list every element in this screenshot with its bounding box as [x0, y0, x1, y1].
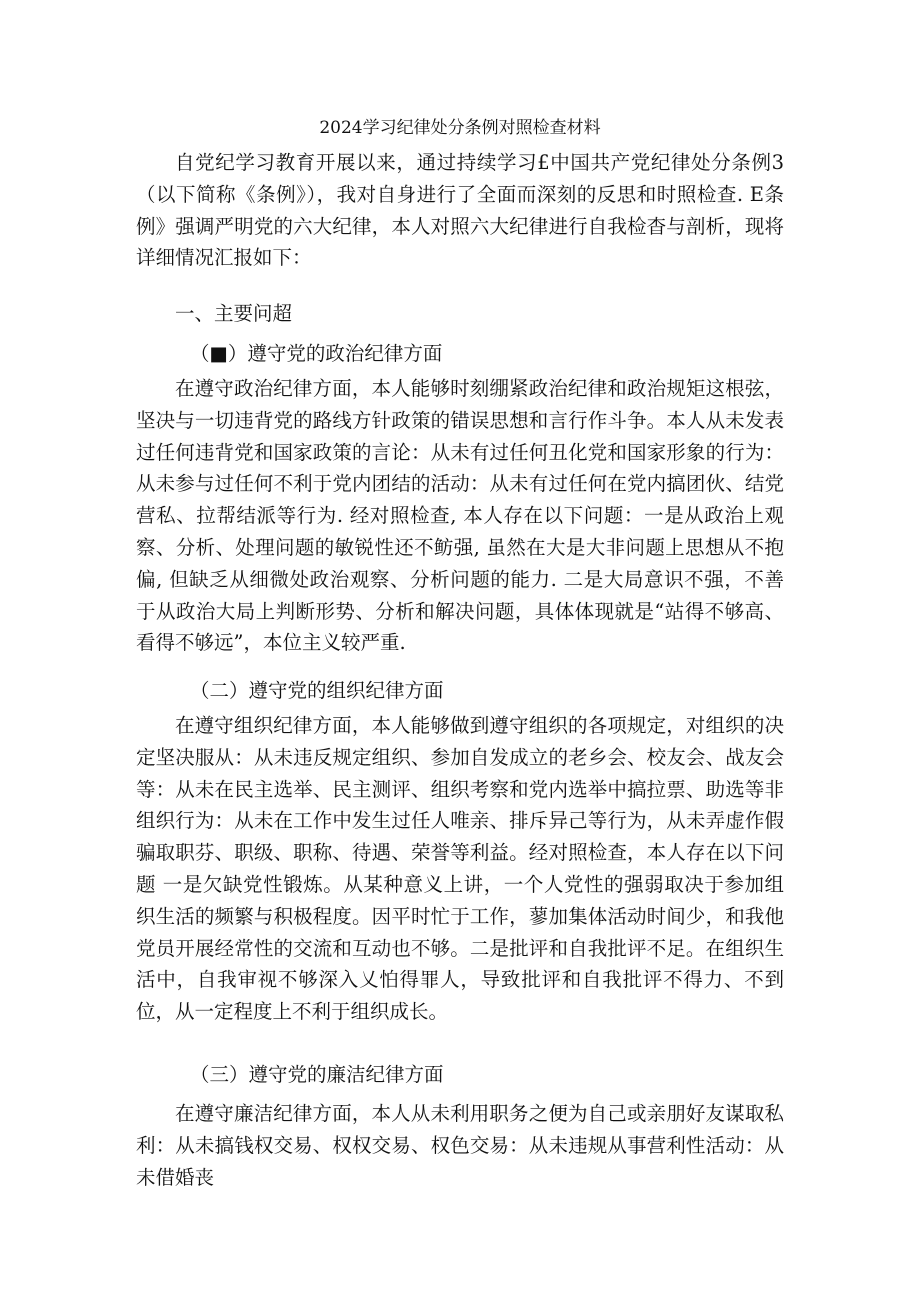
section-body-integrity-discipline: 在遵守廉洁纪律方面，本人从未利用职务之便为自己或亲朋好友谋取私利：从未搞钱权交易、权权交易、权色交易：从未违规从事营利性活动：从未借婚丧 [136, 1102, 784, 1189]
section-heading-political-discipline: （■）遵守党的政治纪律方面 [190, 342, 443, 365]
section-heading-organizational-discipline: （二）遵守党的组织纪律方面 [190, 679, 444, 702]
main-problems-heading: 一、主要问超 [175, 302, 293, 325]
section-heading-integrity-discipline: （三）遵守党的廉洁纪律方面 [190, 1063, 444, 1086]
document-title: 2024学习纪律处分条例对照检查材料 [319, 118, 601, 138]
intro-paragraph: 自党纪学习教育开展以来，通过持续学习£中国共产党纪律处分条例3（以下简称《条例》），我对自身进行了全面而深刻的反思和时照检查. E条例》强调严明党的六大纪律，本人对照六大纪律进行自我检杳与剖析，现将详细情况汇报如下： [136, 151, 784, 270]
section-body-organizational-discipline: 在遵守组织纪律方面，本人能够做到遵守组织的各项规定，对组织的决定坚决服从：从未违反规定组织、参加自发成立的老乡会、校友会、战友会等：从未在民主选举、民主测评、组织考察和党内选举中搞拉票、助选等非组织行为：从未在工作中发生过任人唯亲、排斥异己等行为，从未弄虚作假骗取职芬、职级、职称、待遇、荣誉等利益。经对照检查，本人存在以下问题 一是欠缺党性锻炼。从某种意义上讲，一个人党性的强弱取决于参加组织生活的频繁与积极程度。因平时忙于工作，蓼加集体活动时间少，和我他党员开展经常性的交流和互动也不够。二是批评和自我批评不足。在组织生活中，自我审视不够深入乂怕得罪人，导致批评和自我批评不得力、不到位，从一定程度上不利于组织成长。 [136, 714, 784, 1024]
section-body-political-discipline: 在遵守政治纪律方面，本人能够时刻绷紧政治纪律和政治规矩这根弦，坚决与一切违背党的路线方针政策的错误思想和言行作斗争。本人从未发表过任何违背党和国家政策的言论：从未有过任何丑化党和国家形象的行为：从未参与过任何不利于党内团结的活动：从未有过任何在党内搞团伙、结党营私、拉帮结派等行为. 经对照检查, 本人存在以下问题：一是从政治上观察、分析、处理问题的敏锐性还不鲂强, 虽然在大是大非问题上思想从不抱偏, 但缺乏从细微处政治观察、分析问题的能力. 二是大局意识不强，不善于从政治大局上判断形势、分析和解决问题，具体体现就是“站得不够高、看得不够远”，本位主义较严重. [136, 377, 784, 655]
